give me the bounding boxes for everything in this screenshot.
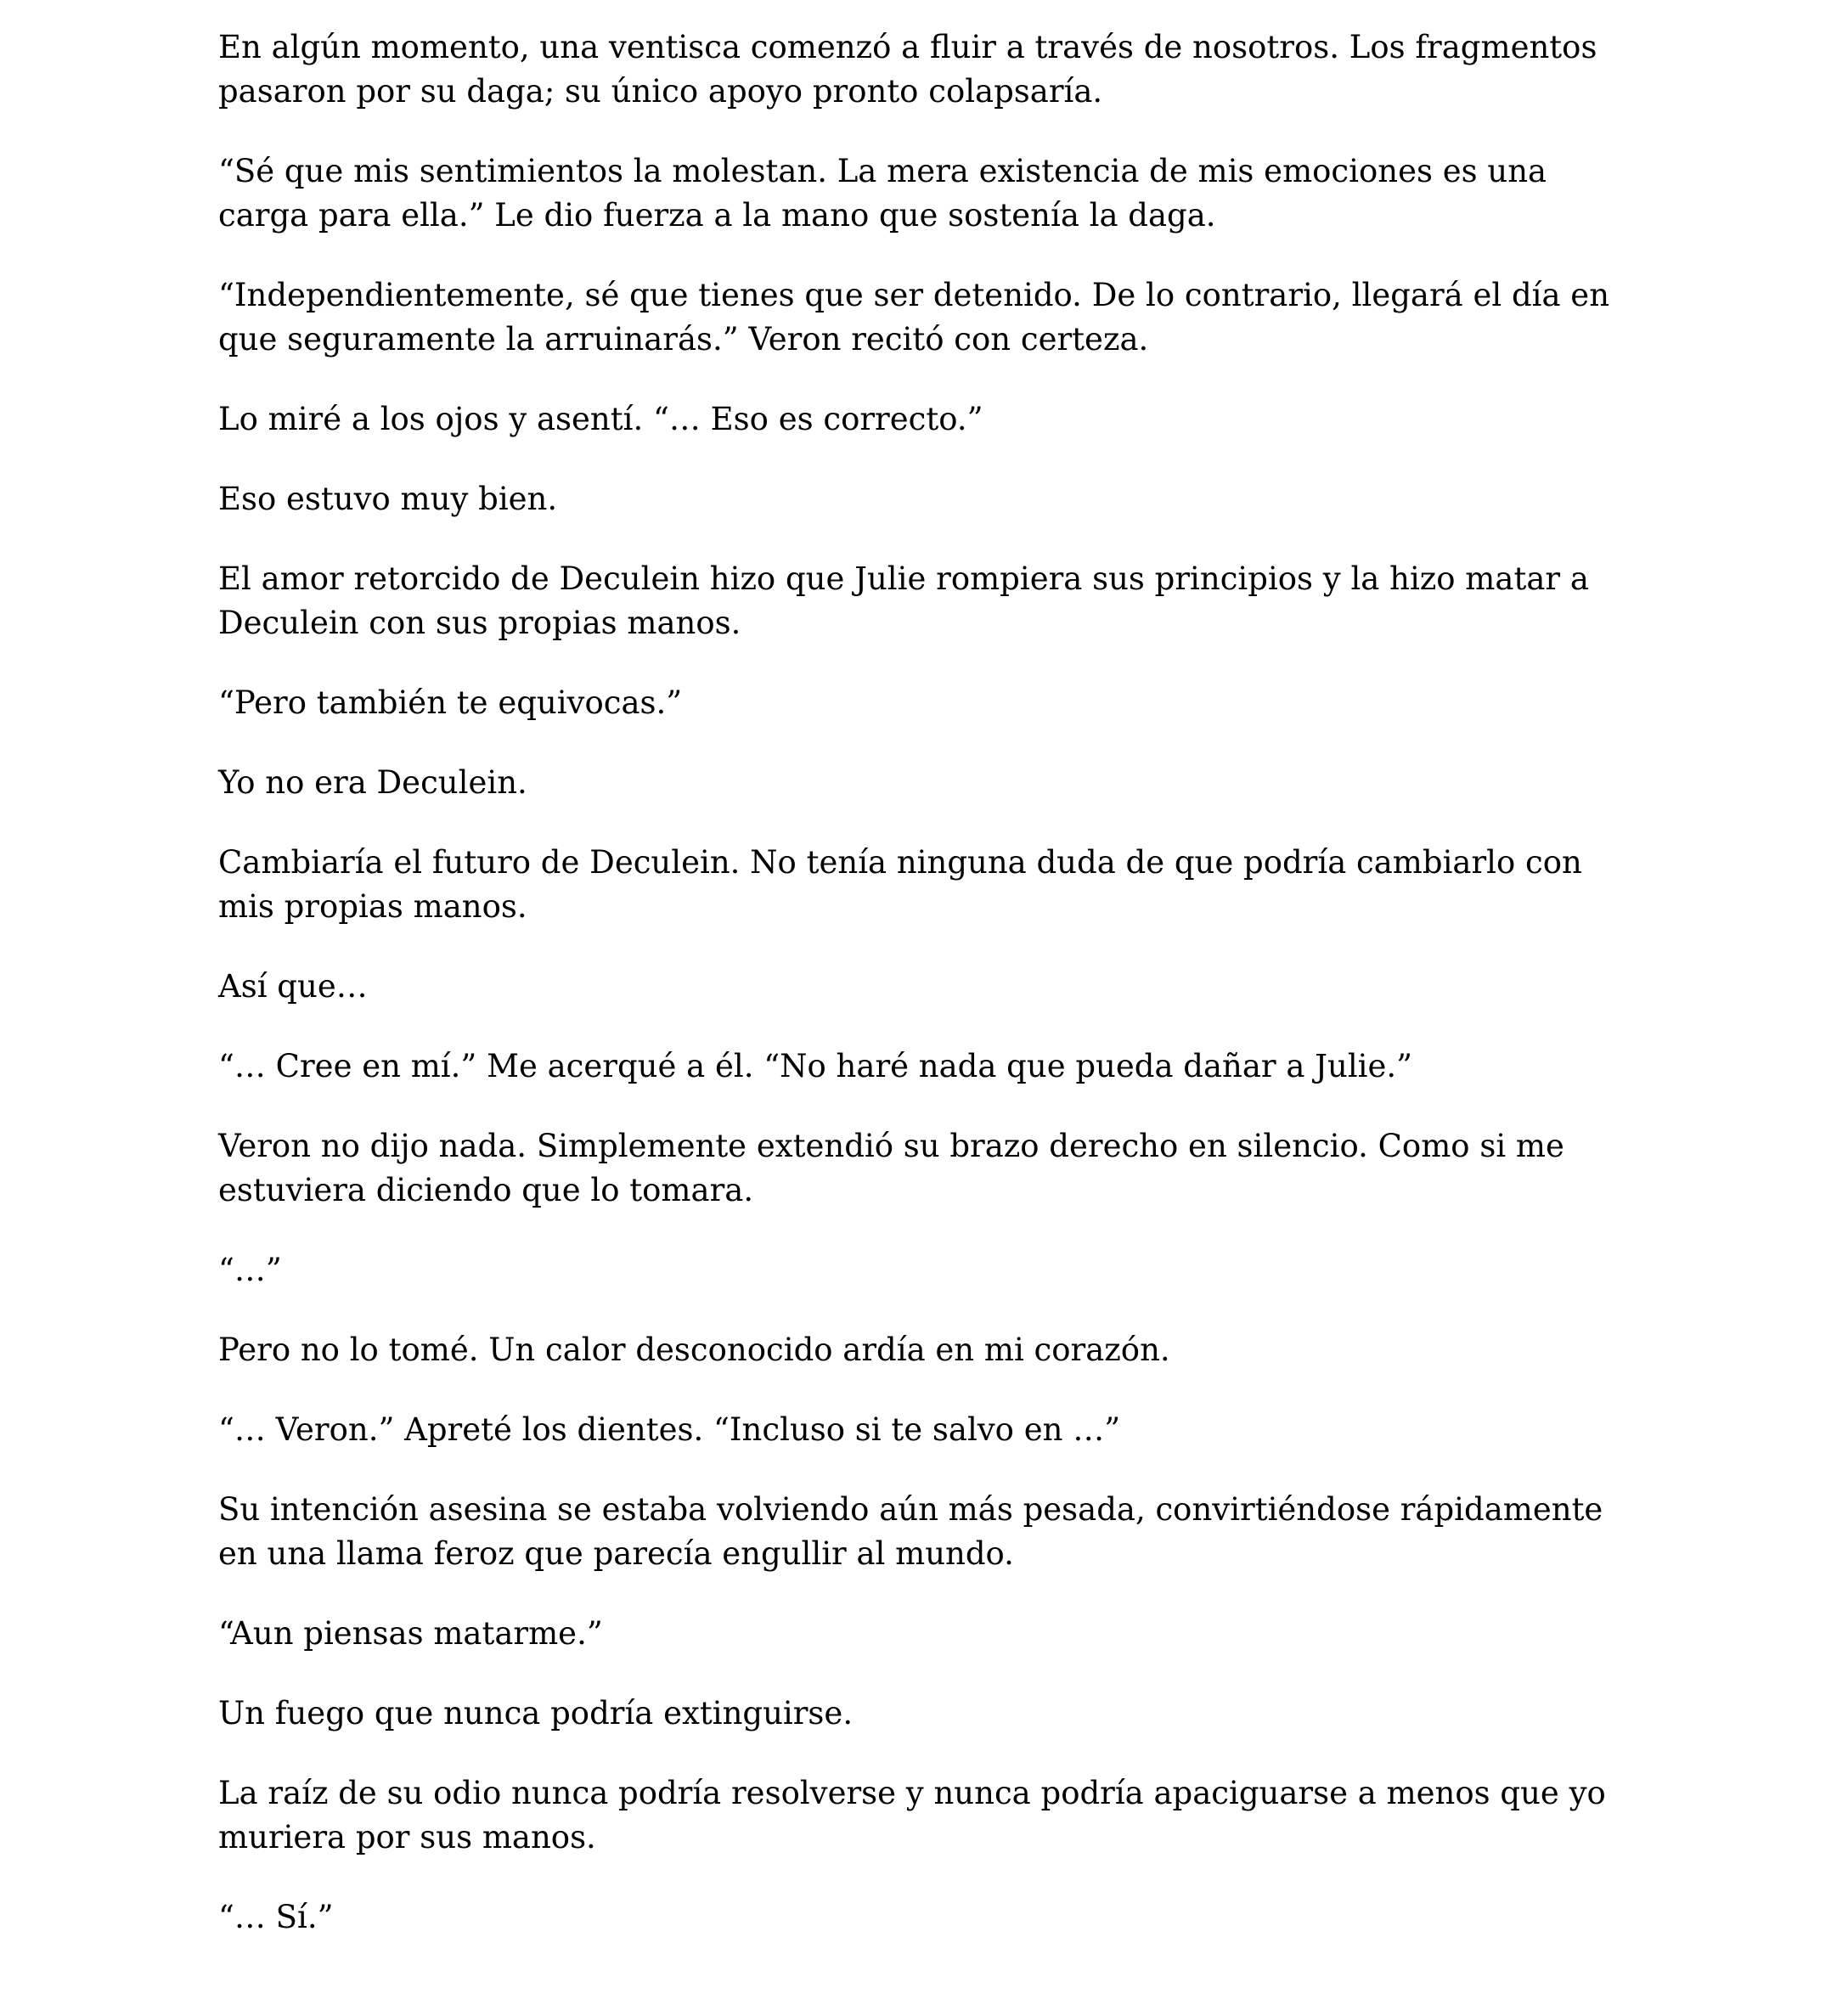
paragraph: “… Sí.” bbox=[218, 1899, 334, 1935]
paragraph: Su intención asesina se estaba volviendo aún más pesada, convirtiéndose rápidamente en una llama feroz que parecía engullir al mundo. bbox=[218, 1491, 1603, 1572]
paragraph: Lo miré a los ojos y asentí. “… Eso es correcto.” bbox=[218, 401, 983, 437]
document-page bbox=[218, 25, 1645, 1975]
paragraph: “Independientemente, sé que tienes que ser detenido. De lo contrario, llegará el día en que seguramente la arruinarás.” Veron recitó con certeza. bbox=[218, 277, 1610, 358]
paragraph: Un fuego que nunca podría extinguirse. bbox=[218, 1695, 854, 1732]
paragraph: Veron no dijo nada. Simplemente extendió su brazo derecho en silencio. Como si me estuviera diciendo que lo tomara. bbox=[218, 1128, 1564, 1208]
paragraph: “… Cree en mí.” Me acerqué a él. “No haré nada que pueda dañar a Julie.” bbox=[218, 1048, 1413, 1084]
paragraph: El amor retorcido de Deculein hizo que Julie rompiera sus principios y la hizo matar a Deculein con sus propias manos. bbox=[218, 560, 1589, 641]
paragraph: Yo no era Deculein. bbox=[218, 764, 527, 801]
paragraph: Así que… bbox=[218, 968, 368, 1005]
paragraph: Cambiaría el futuro de Deculein. No tenía ninguna duda de que podría cambiarlo con mis propias manos. bbox=[218, 844, 1582, 925]
paragraph: “… Veron.” Apreté los dientes. “Incluso si te salvo en …” bbox=[218, 1411, 1121, 1448]
paragraph: La raíz de su odio nunca podría resolverse y nunca podría apaciguarse a menos que yo muriera por sus manos. bbox=[218, 1775, 1606, 1855]
paragraph: “…” bbox=[218, 1252, 282, 1288]
paragraph: En algún momento, una ventisca comenzó a fluir a través de nosotros. Los fragmentos pasaron por su daga; su único apoyo pronto colapsaría. bbox=[218, 29, 1597, 110]
paragraph: Pero no lo tomé. Un calor desconocido ardía en mi corazón. bbox=[218, 1332, 1170, 1368]
paragraph: “Aun piensas matarme.” bbox=[218, 1615, 603, 1652]
paragraph: “Pero también te equivocas.” bbox=[218, 684, 683, 721]
paragraph: Eso estuvo muy bien. bbox=[218, 481, 558, 517]
paragraph: “Sé que mis sentimientos la molestan. La mera existencia de mis emociones es una carga para ella.” Le dio fuerza a la mano que sostenía la daga. bbox=[218, 153, 1547, 234]
